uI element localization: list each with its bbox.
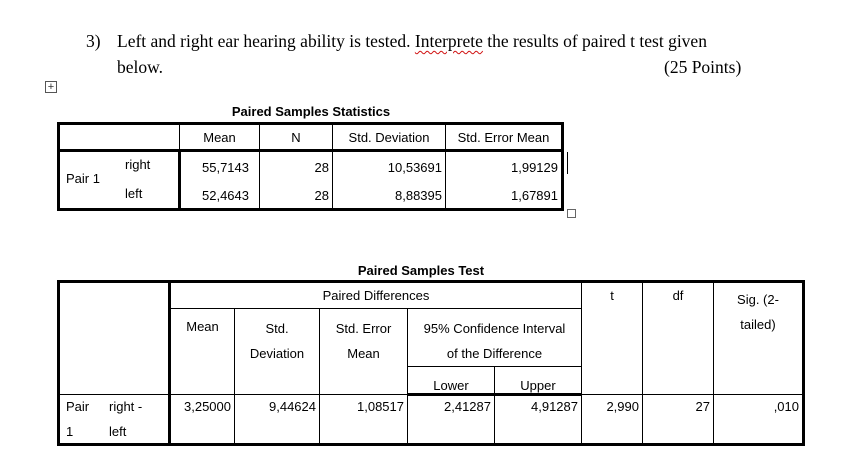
col-header-mean: Mean (170, 309, 235, 395)
cell-mean: 3,25000 (170, 395, 235, 445)
col-header-std-deviation: Std. Deviation (333, 124, 446, 151)
empty-header-cell (59, 282, 170, 395)
question-text-after: the results of paired t test given (487, 31, 707, 51)
question-line-1 (117, 28, 707, 54)
table-resize-handle[interactable] (567, 209, 576, 218)
ci-line-1: 95% Confidence Interval (423, 321, 566, 336)
row-label-line-2: left (109, 424, 127, 439)
cell-n: 28 (260, 151, 333, 184)
sig-line-2: tailed) (740, 317, 776, 332)
col-header-n: N (260, 124, 333, 151)
col-header-mean: Mean (180, 124, 260, 151)
cell-n: 28 (260, 183, 333, 209)
cell-std-err: 1,67891 (446, 183, 563, 209)
cell-upper: 4,91287 (495, 395, 582, 445)
pair-label-line-1: Pair (66, 399, 90, 414)
cell-sig: ,010 (714, 395, 804, 445)
cell-lower: 2,41287 (408, 395, 495, 445)
row-label-left: left (125, 186, 143, 201)
std-dev-line-2: Deviation (249, 346, 305, 361)
ci-line-2: of the Difference (446, 346, 543, 361)
std-err-line-1: Std. Error (335, 321, 392, 336)
cell-std-dev: 8,88395 (333, 183, 446, 209)
std-err-line-2: Mean (347, 346, 380, 361)
col-header-std-deviation (235, 309, 320, 395)
move-anchor-icon[interactable]: + (45, 81, 57, 93)
stats-table-title: Paired Samples Statistics (231, 104, 391, 119)
question-line-2: below. (117, 57, 164, 77)
paired-samples-statistics-table[interactable] (57, 122, 564, 211)
col-header-t: t (582, 282, 643, 395)
cell-df: 27 (643, 395, 714, 445)
text-cursor (567, 152, 568, 174)
col-header-upper: Upper (495, 367, 582, 395)
test-table-title: Paired Samples Test (357, 263, 485, 278)
cell-mean: 55,7143 (180, 151, 260, 184)
col-header-confidence-interval (408, 309, 582, 367)
question-number: 3) (86, 31, 101, 51)
cell-std-err: 1,08517 (320, 395, 408, 445)
col-header-sig (714, 282, 804, 395)
cell-t: 2,990 (582, 395, 643, 445)
pair-label-cell (59, 151, 180, 210)
pair-row-label (59, 395, 170, 445)
cell-std-dev: 9,44624 (235, 395, 320, 445)
col-header-std-error-mean: Std. Error Mean (446, 124, 563, 151)
row-label-line-1: right - (109, 399, 143, 414)
row-label-right: right (125, 157, 151, 172)
cell-std-err: 1,99129 (446, 151, 563, 184)
spelling-error-word[interactable]: Interprete (414, 31, 483, 51)
cell-std-dev: 10,53691 (333, 151, 446, 184)
question-points: (25 Points) (664, 57, 742, 77)
sig-line-1: Sig. (2- (737, 292, 779, 307)
paired-differences-header: Paired Differences (170, 282, 582, 309)
col-header-lower: Lower (408, 367, 495, 395)
empty-header-cell (59, 124, 180, 151)
paired-samples-test-table[interactable] (57, 280, 805, 446)
col-header-std-error (320, 309, 408, 395)
col-header-df: df (643, 282, 714, 395)
pair-label-line-2: 1 (66, 424, 74, 439)
table-row (59, 151, 563, 184)
pair-label: Pair 1 (66, 171, 100, 186)
cell-mean: 52,4643 (180, 183, 260, 209)
std-dev-line-1: Std. (265, 321, 289, 336)
question-text-before: Left and right ear hearing ability is tested. (117, 31, 411, 51)
table-row (59, 395, 804, 445)
